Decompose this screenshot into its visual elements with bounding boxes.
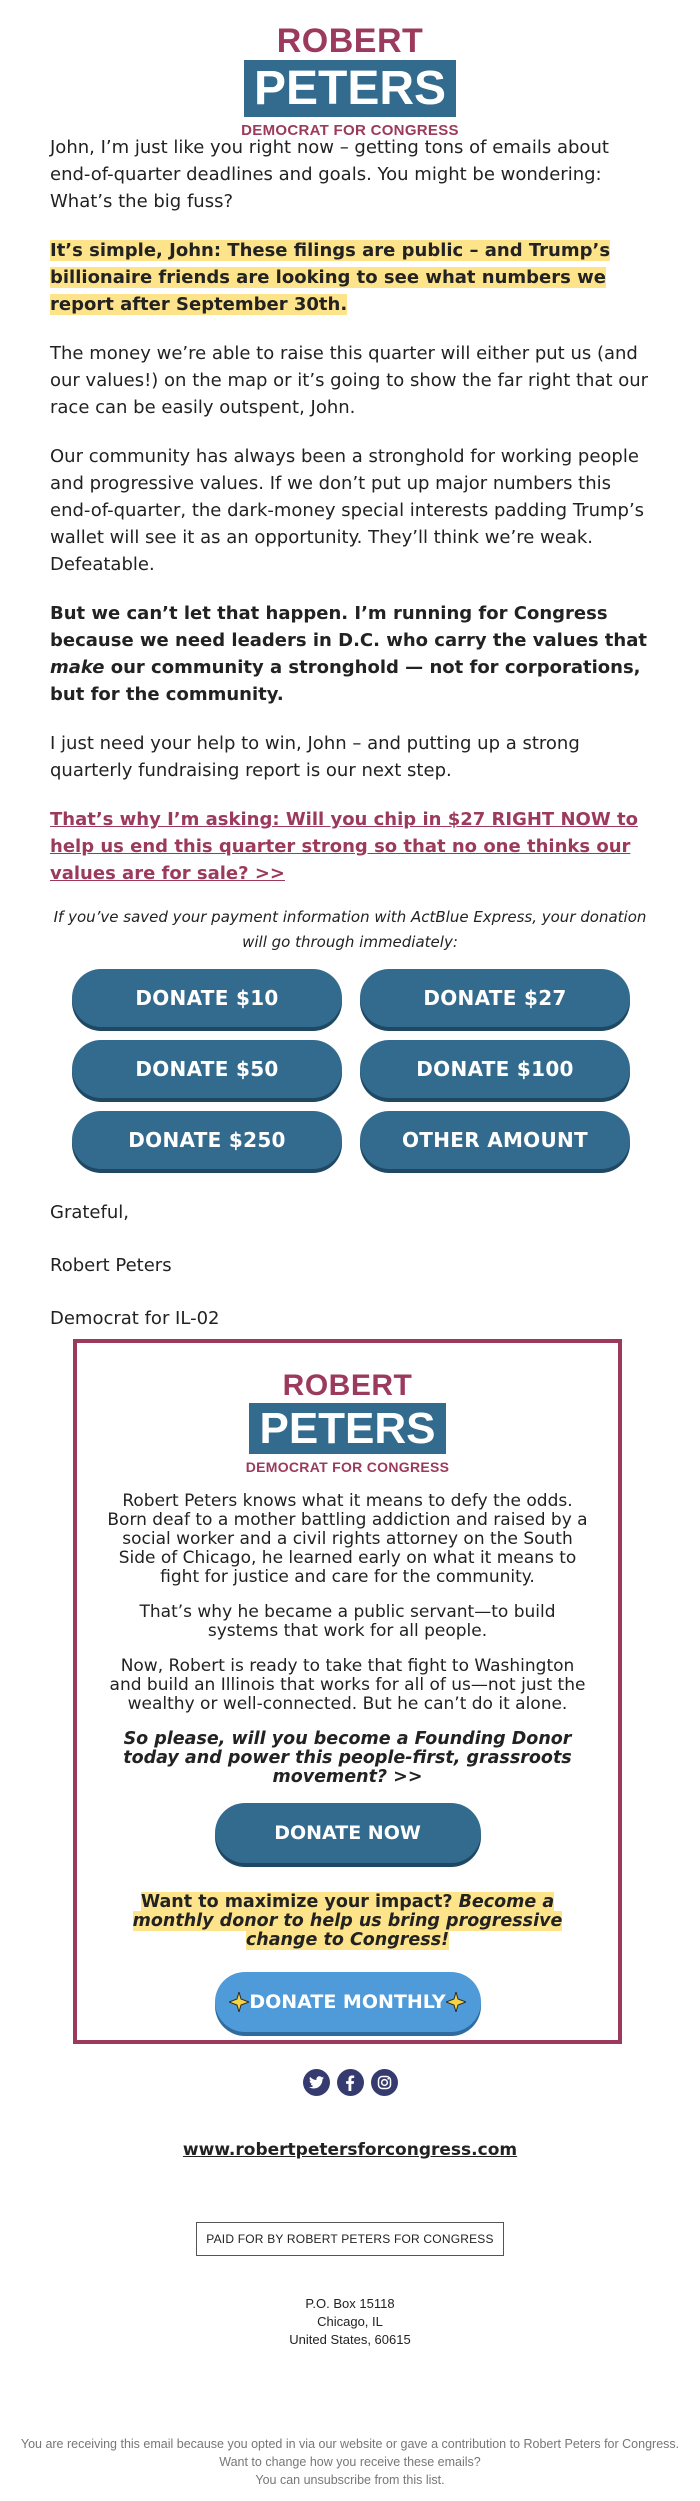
logo-last-name: PETERS <box>244 60 456 117</box>
sparkle-icon <box>446 1992 466 2012</box>
paid-for-box: PAID FOR BY ROBERT PETERS FOR CONGRESS <box>196 2222 504 2256</box>
donate-monthly-button[interactable] <box>215 1972 481 2032</box>
paragraph-intro: John, I’m just like you right now – getting tons of emails about end-of-quarter deadlines and goals. You might be wondering: What’s the big fuss? <box>50 137 609 212</box>
donate-100-button[interactable]: DONATE $100 <box>360 1040 630 1098</box>
running-text-a: But we can’t let that happen. I’m running for Congress because we need leaders in D.C. who carry the values that <box>50 603 647 651</box>
donate-250-button[interactable]: DONATE $250 <box>72 1111 342 1169</box>
card-body <box>77 1492 618 2032</box>
running-text-emphasis: make <box>50 657 105 678</box>
running-text-b: our community a stronghold — not for corporations, but for the community. <box>50 657 641 705</box>
ask-link[interactable]: That’s why I’m asking: Will you chip in $27 RIGHT NOW to help us end this quarter strong so that no one thinks our values are for sale? >> <box>50 809 638 884</box>
other-amount-button[interactable]: OTHER AMOUNT <box>360 1111 630 1169</box>
logo-first-name: ROBERT <box>282 1369 413 1402</box>
address-line: United States, 60615 <box>289 2332 411 2347</box>
card-bio: Robert Peters knows what it means to defy the odds. Born deaf to a mother battling addiction and raised by a social worker and a civil rights attorney on the South Side of Chicago, he learned early on what it means to fight for justice and care for the community. <box>107 1491 588 1587</box>
maximize-plain: Want to maximize your impact? <box>140 1892 459 1912</box>
website <box>0 2140 700 2160</box>
mailing-address <box>0 2295 700 2349</box>
paragraph-ask <box>50 806 650 887</box>
paragraph-highlight <box>50 237 650 318</box>
email-body <box>50 134 650 1358</box>
instagram-icon[interactable] <box>371 2069 398 2096</box>
signoff-title: Democrat for IL-02 <box>50 1308 220 1329</box>
header-logo <box>0 24 700 138</box>
card-maximize <box>107 1893 588 1950</box>
paragraph-help: I just need your help to win, John – and putting up a strong quarterly fundraising report is our next step. <box>50 733 580 781</box>
facebook-icon[interactable] <box>337 2069 364 2096</box>
donate-now-button[interactable]: DONATE NOW <box>215 1803 481 1863</box>
social-links <box>0 2069 700 2096</box>
donate-50-button[interactable]: DONATE $50 <box>72 1040 342 1098</box>
footer <box>0 2435 700 2489</box>
card-servant: That’s why he became a public servant—to build systems that work for all people. <box>139 1602 556 1641</box>
footer-optin-text: You are receiving this email because you opted in via our website or gave a contribution to Robert Peters for Congress. Want to change how you receive these emails? <box>20 2437 680 2469</box>
signoff-name: Robert Peters <box>50 1255 172 1276</box>
card-logo <box>77 1371 618 1474</box>
donate-button-grid <box>72 969 650 1169</box>
paragraph-running <box>50 600 650 708</box>
address-line: Chicago, IL <box>317 2314 383 2329</box>
donate-10-button[interactable]: DONATE $10 <box>72 969 342 1027</box>
maximize-italic: Become a monthly donor to help us bring progressive change to Congress! <box>132 1892 563 1950</box>
unsubscribe-link[interactable]: You can unsubscribe from this list. <box>255 2473 445 2487</box>
paragraph-community: Our community has always been a stronghold for working people and progressive values. If we don’t put up major numbers this end-of-quarter, the dark-money special interests padding Trump’s wallet will see it as an opportunity. They’ll think we’re weak. Defeatable. <box>50 446 645 575</box>
signoff <box>50 1199 650 1332</box>
twitter-icon[interactable] <box>303 2069 330 2096</box>
logo-first-name: ROBERT <box>276 22 424 60</box>
card-ready: Now, Robert is ready to take that fight to Washington and build an Illinois that works for all of us—not just the wealthy or well-connected. But he can’t do it alone. <box>109 1656 586 1714</box>
paragraph-money: The money we’re able to raise this quarter will either put us (and our values!) on the map or it’s going to show the far right that our race can be easily outspent, John. <box>50 343 649 418</box>
signoff-closing: Grateful, <box>50 1202 129 1223</box>
logo-last-name: PETERS <box>249 1403 445 1454</box>
logo-tagline: DEMOCRAT FOR CONGRESS <box>241 122 459 139</box>
logo-tagline: DEMOCRAT FOR CONGRESS <box>245 1459 450 1475</box>
donate-monthly-label: DONATE MONTHLY <box>249 1990 446 2013</box>
bio-card <box>73 1339 622 2044</box>
highlighted-text: It’s simple, John: These filings are public – and Trump’s billionaire friends are looking to see what numbers we report after September 30th. <box>50 240 611 315</box>
donate-27-button[interactable]: DONATE $27 <box>360 969 630 1027</box>
maximize-highlight <box>133 1892 563 1950</box>
actblue-note: If you’ve saved your payment information with ActBlue Express, your donation will go through immediately: <box>53 908 647 951</box>
website-link[interactable]: www.robertpetersforcongress.com <box>182 2140 518 2160</box>
sparkle-icon <box>229 1992 249 2012</box>
card-founding: So please, will you become a Founding Donor today and power this people-first, grassroots movement? >> <box>123 1729 572 1787</box>
address-line: P.O. Box 15118 <box>305 2296 395 2311</box>
